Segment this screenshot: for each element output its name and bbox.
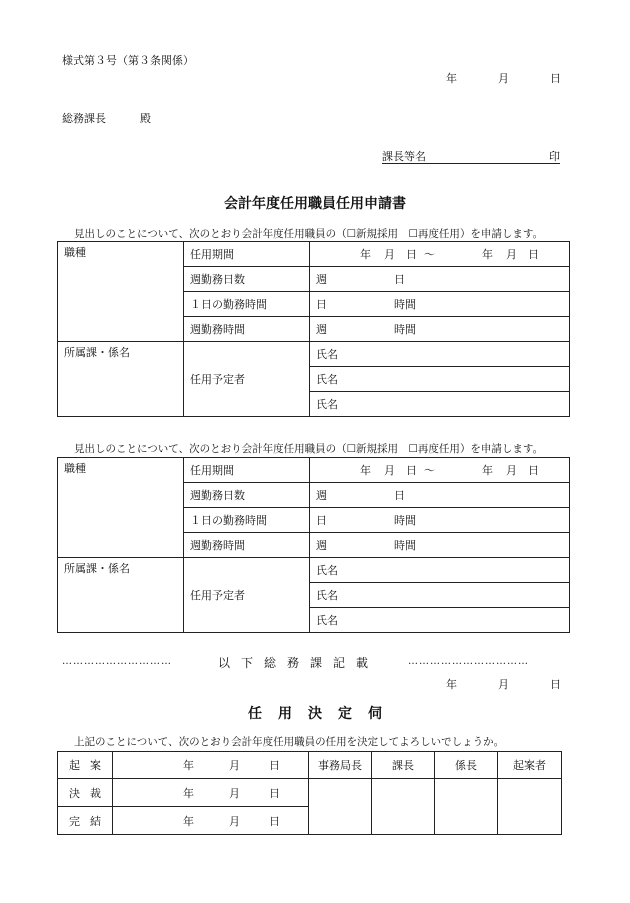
intro-prefix: 見出しのことについて、次のとおり会計年度任用職員の（ <box>74 228 347 240</box>
weekly-hours-prefix: 週 <box>316 539 327 552</box>
period-end-day: 日 <box>528 248 539 261</box>
completion-day: 日 <box>269 814 280 828</box>
intro-prefix: 見出しのことについて、次のとおり会計年度任用職員の（ <box>74 443 347 455</box>
name-field-3[interactable]: 氏名 <box>310 608 570 633</box>
period-start-year: 年 <box>360 464 371 477</box>
form-title: 会計年度任用職員任用申請書 <box>224 196 406 212</box>
period-label: 任用期間 <box>184 458 310 483</box>
date-day: 日 <box>550 72 561 85</box>
weekly-hours-unit: 時間 <box>394 323 416 336</box>
date-year: 年 <box>446 72 457 85</box>
period-end-month: 月 <box>506 464 517 477</box>
weekly-unit: 日 <box>394 489 405 502</box>
daily-unit: 時間 <box>394 298 416 311</box>
daily-unit: 時間 <box>394 514 416 527</box>
period-start-year: 年 <box>360 248 371 261</box>
daily-hours-label: １日の勤務時間 <box>184 508 310 533</box>
weekly-days-field[interactable] <box>310 267 570 292</box>
name-field-2[interactable]: 氏名 <box>310 367 570 392</box>
appointee-label: 任用予定者 <box>184 558 310 633</box>
weekly-hours-label: 週勤務時間 <box>184 317 310 342</box>
intro-suffix: ）を申請します。 <box>459 228 544 240</box>
period-start-month: 月 <box>384 464 395 477</box>
weekly-hours-field[interactable] <box>310 317 570 342</box>
period-end-month: 月 <box>506 248 517 261</box>
period-end-day: 日 <box>528 464 539 477</box>
approval-table <box>57 751 562 835</box>
daily-prefix: 日 <box>316 298 327 311</box>
decision-intro: 上記のことについて、次のとおり会計年度任用職員の任用を決定してよろしいでしょうか。 <box>74 736 505 748</box>
appointee-label: 任用予定者 <box>184 342 310 417</box>
approval-month: 月 <box>229 786 240 800</box>
weekly-days-field[interactable] <box>310 483 570 508</box>
weekly-hours-unit: 時間 <box>394 539 416 552</box>
form-number: 様式第３号（第３条関係） <box>62 54 194 67</box>
period-field[interactable] <box>310 242 570 267</box>
dept-label[interactable]: 所属課・係名 <box>58 558 184 633</box>
stamp-section-chief[interactable] <box>372 779 435 835</box>
option-re-checkbox[interactable]: ☐再度任用 <box>408 228 460 240</box>
draft-day: 日 <box>269 759 280 772</box>
weekly-prefix: 週 <box>316 489 327 502</box>
option-new-checkbox[interactable]: ☐新規採用 <box>346 443 399 455</box>
header-subsection-chief: 係長 <box>435 752 498 779</box>
row-label-completion: 完結 <box>58 807 113 835</box>
name-field-3[interactable]: 氏名 <box>310 392 570 417</box>
option-re-checkbox[interactable]: ☐再度任用 <box>408 443 460 455</box>
header-secretary-general: 事務局長 <box>309 752 372 779</box>
seal-label: 印 <box>549 150 560 163</box>
date-month: 月 <box>498 72 509 85</box>
period-end-year: 年 <box>482 248 493 261</box>
dept-label[interactable]: 所属課・係名 <box>58 342 184 417</box>
weekly-hours-label: 週勤務時間 <box>184 533 310 558</box>
approval-year: 年 <box>183 786 194 800</box>
decision-title: 任用決定伺 <box>248 706 398 722</box>
weekly-days-label: 週勤務日数 <box>184 267 310 292</box>
option-new-checkbox[interactable]: ☐新規採用 <box>346 228 399 240</box>
period-label: 任用期間 <box>184 242 310 267</box>
divider-dots-right: …………………………… <box>408 656 529 667</box>
application-table-2 <box>57 457 570 633</box>
period-end-year: 年 <box>482 464 493 477</box>
honorific: 殿 <box>140 112 151 125</box>
period-start-day: 日 <box>406 464 417 477</box>
occupation-label: 職種 <box>58 242 184 342</box>
daily-hours-label: １日の勤務時間 <box>184 292 310 317</box>
applicant-line[interactable] <box>382 148 560 164</box>
decision-month: 月 <box>498 678 509 691</box>
period-start-day: 日 <box>406 248 417 261</box>
period-start-month: 月 <box>384 248 395 261</box>
divider-dots-left: ………………………… <box>62 656 172 667</box>
completion-date-field[interactable] <box>113 807 309 835</box>
draft-year: 年 <box>183 759 194 772</box>
application-intro-2 <box>74 441 543 456</box>
stamp-drafter[interactable] <box>498 779 562 835</box>
draft-month: 月 <box>229 759 240 772</box>
occupation-label: 職種 <box>58 458 184 558</box>
weekly-unit: 日 <box>394 273 405 286</box>
application-table <box>57 241 570 417</box>
name-field-1[interactable]: 氏名 <box>310 558 570 583</box>
period-tilde: ～ <box>424 248 435 261</box>
weekly-hours-prefix: 週 <box>316 323 327 336</box>
application-intro <box>74 226 543 241</box>
weekly-prefix: 週 <box>316 273 327 286</box>
completion-year: 年 <box>183 814 194 828</box>
period-field[interactable] <box>310 458 570 483</box>
applicant-label: 課長等名 <box>382 150 426 163</box>
stamp-secretary-general[interactable] <box>309 779 372 835</box>
draft-date-field[interactable] <box>113 752 309 779</box>
daily-prefix: 日 <box>316 514 327 527</box>
weekly-hours-field[interactable] <box>310 533 570 558</box>
approval-day: 日 <box>269 786 280 800</box>
row-label-approval: 決裁 <box>58 779 113 807</box>
header-section-chief: 課長 <box>372 752 435 779</box>
intro-suffix: ）を申請します。 <box>459 443 544 455</box>
divider-text: 以下総務課記載 <box>218 656 380 670</box>
name-field-1[interactable]: 氏名 <box>310 342 570 367</box>
decision-day: 日 <box>550 678 561 691</box>
addressee: 総務課長 <box>62 112 106 125</box>
daily-hours-field[interactable] <box>310 508 570 533</box>
name-field-2[interactable]: 氏名 <box>310 583 570 608</box>
header-drafter: 起案者 <box>498 752 562 779</box>
daily-hours-field[interactable] <box>310 292 570 317</box>
weekly-days-label: 週勤務日数 <box>184 483 310 508</box>
period-tilde: ～ <box>424 464 435 477</box>
stamp-subsection-chief[interactable] <box>435 779 498 835</box>
row-label-draft: 起案 <box>58 752 113 779</box>
completion-month: 月 <box>229 814 240 828</box>
decision-year: 年 <box>446 678 457 691</box>
approval-date-field[interactable] <box>113 779 309 807</box>
